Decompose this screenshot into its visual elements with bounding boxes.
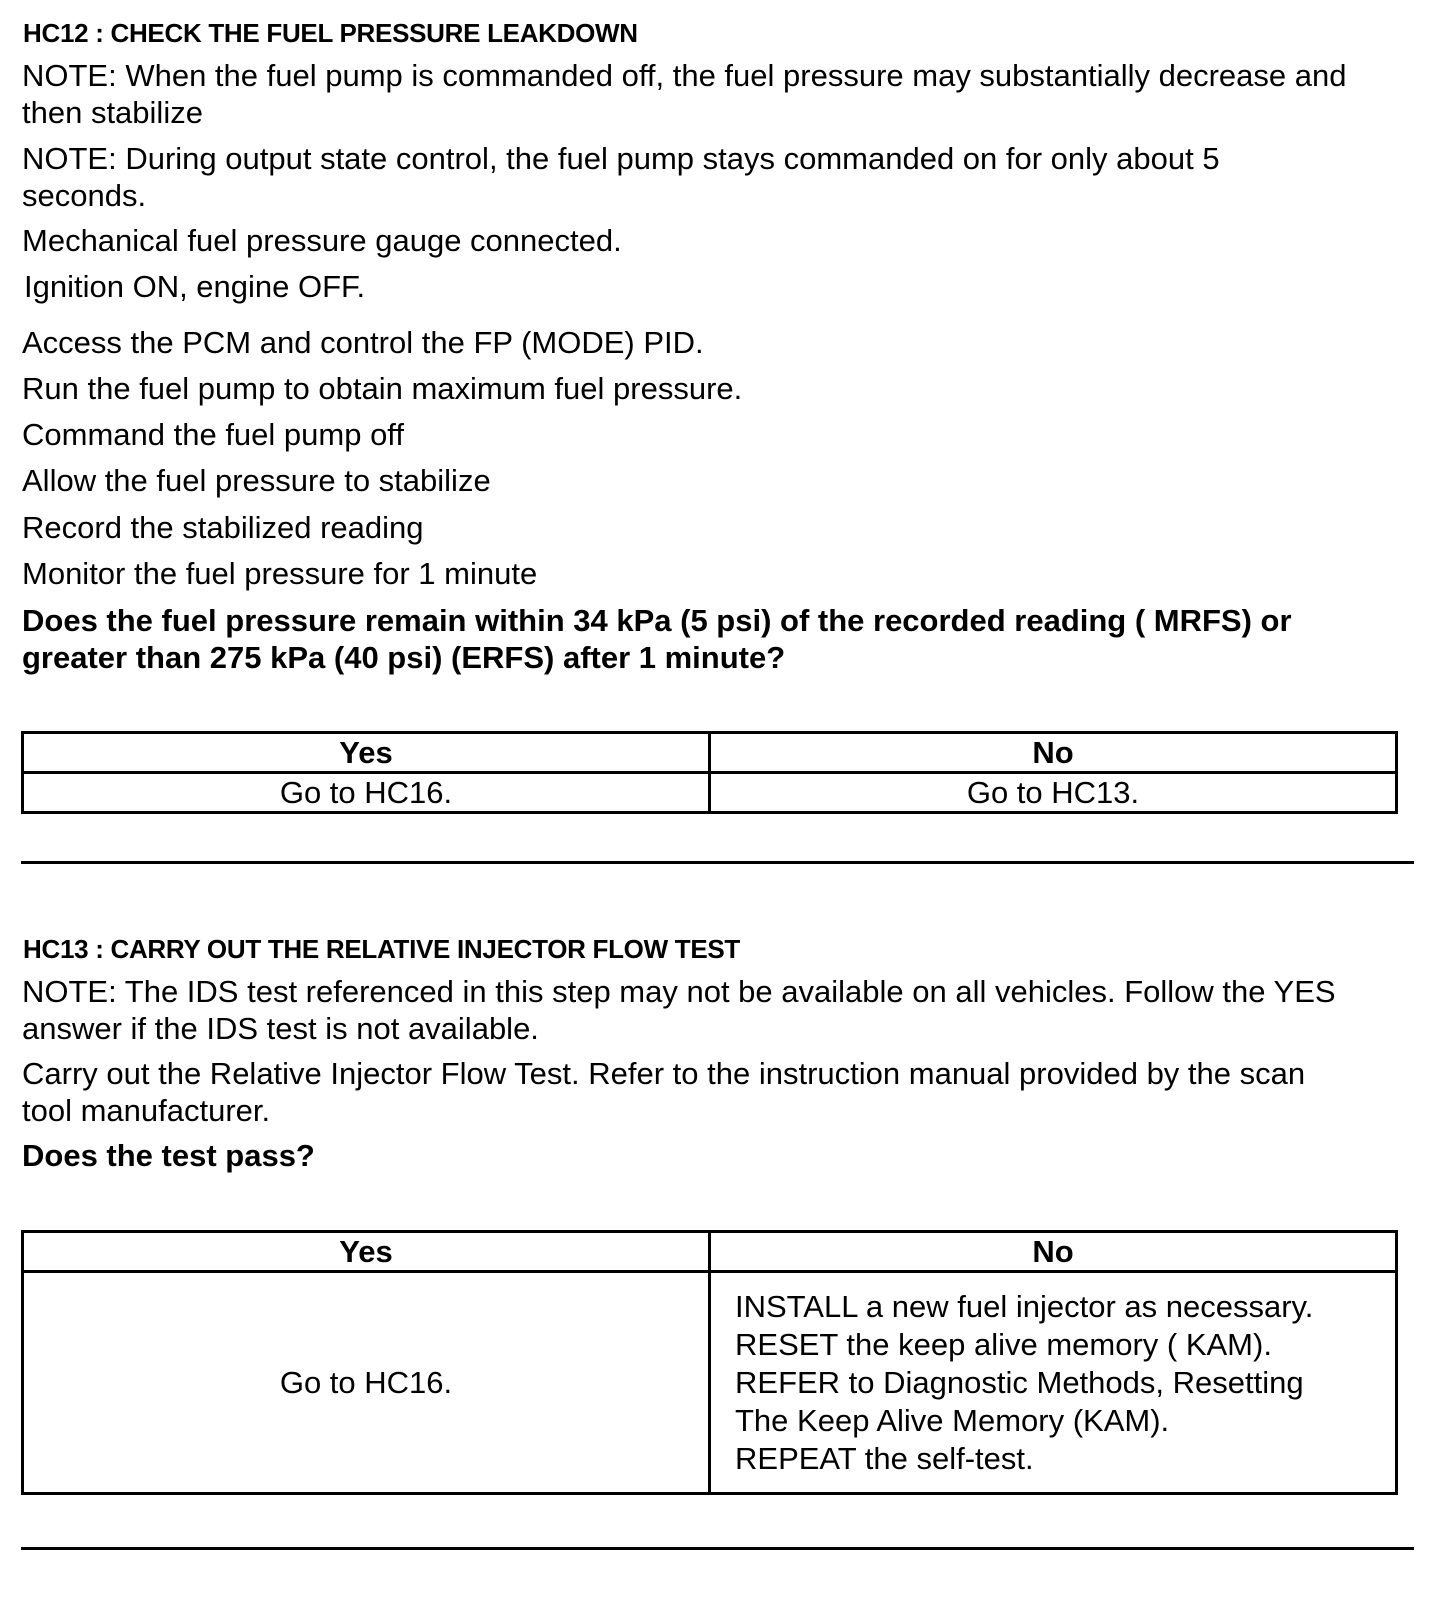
step-run-fuel-pump: Run the fuel pump to obtain maximum fuel pressure. [22,371,743,406]
yes-action: Go to HC16. [23,1272,710,1494]
section-heading-hc13: HC13 : CARRY OUT THE RELATIVE INJECTOR FLOW TEST [23,934,741,964]
step-ignition-on: Ignition ON, engine OFF. [24,269,366,304]
no-action-install-injector: INSTALL a new fuel injector as necessary. [735,1288,1314,1324]
section-heading-hc12: HC12 : CHECK THE FUEL PRESSURE LEAKDOWN [23,18,638,48]
step-gauge-connected: Mechanical fuel pressure gauge connected. [22,223,622,258]
no-action: Go to HC13. [710,773,1397,813]
yes-header: Yes [23,733,710,773]
instruction-injector-flow-test: Carry out the Relative Injector Flow Test. Refer to the instruction manual provided by the scan tool manufacturer. [22,1056,1306,1128]
no-header: No [710,1232,1397,1272]
no-action-refer-diagnostic: REFER to Diagnostic Methods, Resetting [735,1364,1304,1400]
step-monitor-pressure: Monitor the fuel pressure for 1 minute [22,556,538,591]
step-record-reading: Record the stabilized reading [22,510,424,545]
step-command-pump-off: Command the fuel pump off [22,417,404,452]
question-hc12: Does the fuel pressure remain within 34 kPa (5 psi) of the recorded reading ( MRFS) or greater than 275 kPa (40 psi) (ERFS) after 1 minute? [22,603,1292,675]
note-output-state-control: NOTE: During output state control, the fuel pump stays commanded on for only about 5 seconds. [22,141,1220,213]
decision-table-hc12 [21,731,1398,814]
yes-header: Yes [23,1232,710,1272]
no-header: No [710,733,1397,773]
note-fuel-pump-off: NOTE: When the fuel pump is commanded off, the fuel pressure may substantially decrease and then stabilize [22,58,1347,130]
step-allow-stabilize: Allow the fuel pressure to stabilize [22,463,491,498]
question-hc13: Does the test pass? [22,1138,315,1173]
no-action-reset-kam: RESET the keep alive memory ( KAM). [735,1326,1272,1362]
section-divider [21,861,1414,864]
step-access-pcm: Access the PCM and control the FP (MODE) PID. [22,325,704,360]
section-divider [21,1547,1414,1550]
note-ids-test: NOTE: The IDS test referenced in this step may not be available on all vehicles. Follow the YES answer if the IDS test is not available. [22,974,1336,1046]
no-action-list [710,1272,1397,1494]
yes-action: Go to HC16. [23,773,710,813]
no-action-repeat-self-test: REPEAT the self-test. [735,1440,1034,1476]
decision-table-hc13 [21,1230,1398,1495]
no-action-keep-alive-memory: The Keep Alive Memory (KAM). [735,1402,1170,1438]
